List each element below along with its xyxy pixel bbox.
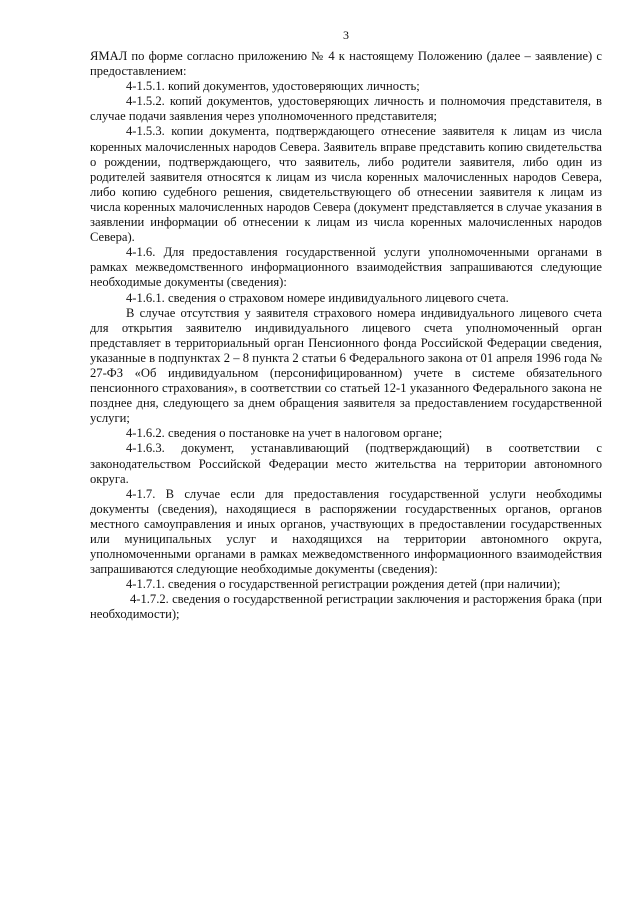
paragraph-4-1-7: 4-1.7. В случае если для предоставления государственной услуги необходимы документы (сведения), находящиеся в распоряжении государственных органов, органов местного самоуправления и иных органов, участвующих в предоставлении государственных или муниципальных услуг и находящихся на территории автономного округа, уполномоченными органами в рамках межведомственного информационного взаимодействия запрашиваются следующие необходимые документы (сведения):: [90, 486, 602, 577]
paragraph-4-1-6-1: 4-1.6.1. сведения о страховом номере индивидуального лицевого счета.: [126, 290, 509, 305]
paragraph-snils-absence: В случае отсутствия у заявителя страхового номера индивидуального лицевого счета для открытия заявителю индивидуального лицевого счета уполномоченный орган представляет в территориальный орган Пенсионного фонда Российской Федерации сведения, указанные в подпунктах 2 – 8 пункта 2 статьи 6 Федерального закона от 01 апреля 1996 года № 27-ФЗ «Об индивидуальном (персонифицированном) учете в системе обязательного пенсионного страхования», в соответствии со статьей 12-1 указанного Федерального закона не позднее дня, следующего за днем обращения заявителя за предоставлением государственной услуги;: [90, 305, 602, 426]
paragraph-4-1-6-2: 4-1.6.2. сведения о постановке на учет в налоговом органе;: [126, 426, 443, 441]
paragraph-4-1-7-1: 4-1.7.1. сведения о государственной регистрации рождения детей (при наличии);: [126, 577, 561, 592]
paragraph-4-1-6: 4-1.6. Для предоставления государственной услуги уполномоченными органами в рамках межведомственного информационного взаимодействия запрашиваются следующие необходимые документы (сведения):: [90, 245, 602, 290]
paragraph-4-1-5-1: 4-1.5.1. копий документов, удостоверяющих личность;: [126, 79, 420, 94]
paragraph-4-1-6-3: 4-1.6.3. документ, устанавливающий (подтверждающий) в соответствии с законодательством Российской Федерации место жительства на территории автономного округа.: [90, 441, 602, 486]
paragraph-4-1-5-2: 4-1.5.2. копий документов, удостоверяющих личность и полномочия представителя, в случае подачи заявления через уполномоченного представителя;: [90, 94, 602, 124]
paragraph-4-1-5-3: 4-1.5.3. копии документа, подтверждающего отнесение заявителя к лицам из числа коренных малочисленных народов Севера. Заявитель вправе представить копию свидетельства о рождении, подтверждающего, что заявитель, либо родители заявителя, либо один из родителей заявителя относятся к лицам из числа коренных малочисленных народов Севера, либо копию судебного решения, свидетельствующего об отнесении заявителя к лицам из числа коренных малочисленных народов Севера (документ представляется в случае указания в заявлении информации об отнесении к лицам из числа коренных малочисленных народов Севера).: [90, 124, 602, 245]
paragraph-4-1-7-2: 4-1.7.2. сведения о государственной регистрации заключения и расторжения брака (при необходимости);: [90, 592, 602, 622]
paragraph-application-form: ЯМАЛ по форме согласно приложению № 4 к настоящему Положению (далее – заявление) с предоставлением:: [90, 49, 602, 79]
document-page: [90, 28, 602, 623]
page-number: 3: [343, 28, 349, 42]
